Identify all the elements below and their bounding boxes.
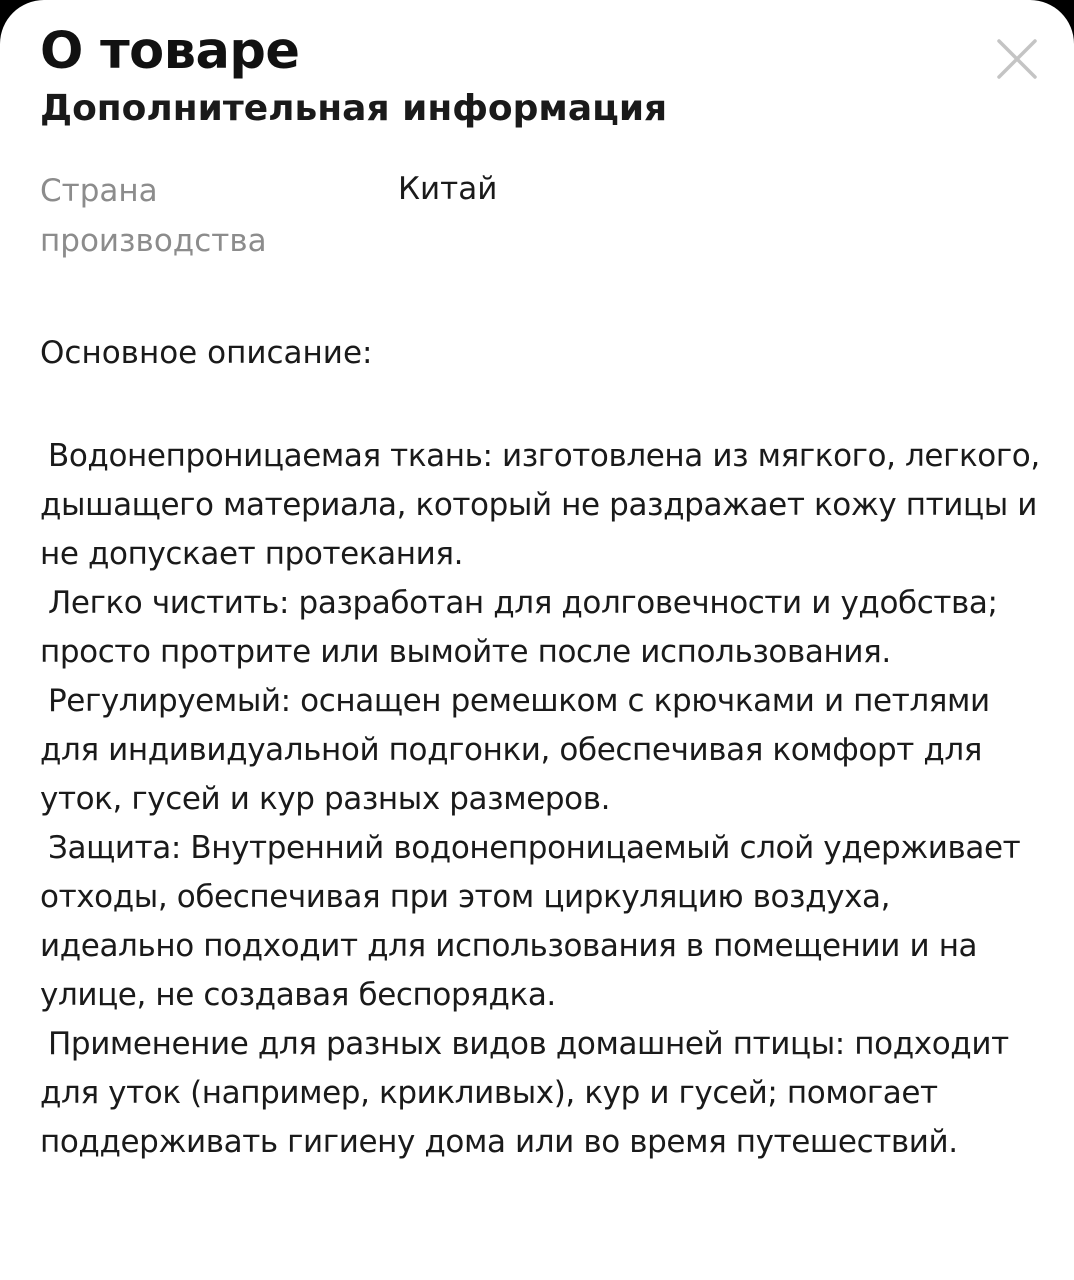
description-text: Водонепроницаемая ткань: изготовлена из мягкого, легкого, дышащего материала, который не раздражает кожу птицы и не допускает протекания. bbox=[40, 438, 1040, 572]
attribute-value-country: Китай bbox=[398, 171, 498, 207]
page-title: О товаре bbox=[40, 22, 300, 81]
description-text: Легко чистить: разработан для долговечности и удобства; просто протрите или вымойте после использования. bbox=[40, 585, 998, 670]
description-paragraph bbox=[40, 579, 1040, 677]
close-button[interactable] bbox=[996, 38, 1038, 80]
section-subtitle: Дополнительная информация bbox=[40, 88, 668, 129]
description-body bbox=[40, 432, 1040, 1167]
description-text: Защита: Внутренний водонепроницаемый слой удерживает отходы, обеспечивая при этом циркуляцию воздуха, идеально подходит для использования в помещении и на улице, не создавая беспорядка. bbox=[40, 830, 1021, 1013]
description-text: Регулируемый: оснащен ремешком с крючками и петлями для индивидуальной подгонки, обеспечивая комфорт для уток, гусей и кур разных размеров. bbox=[40, 683, 990, 817]
description-paragraph bbox=[40, 432, 1040, 579]
description-paragraph bbox=[40, 1020, 1040, 1167]
description-paragraph bbox=[40, 677, 1040, 824]
description-heading: Основное описание: bbox=[40, 335, 373, 371]
attribute-label-country: Страна производства bbox=[40, 173, 267, 259]
description-text: Применение для разных видов домашней птицы: подходит для уток (например, крикливых), кур и гусей; помогает поддерживать гигиену дома или во время путешествий. bbox=[40, 1026, 1009, 1160]
close-icon bbox=[996, 38, 1038, 80]
description-paragraph bbox=[40, 824, 1040, 1020]
